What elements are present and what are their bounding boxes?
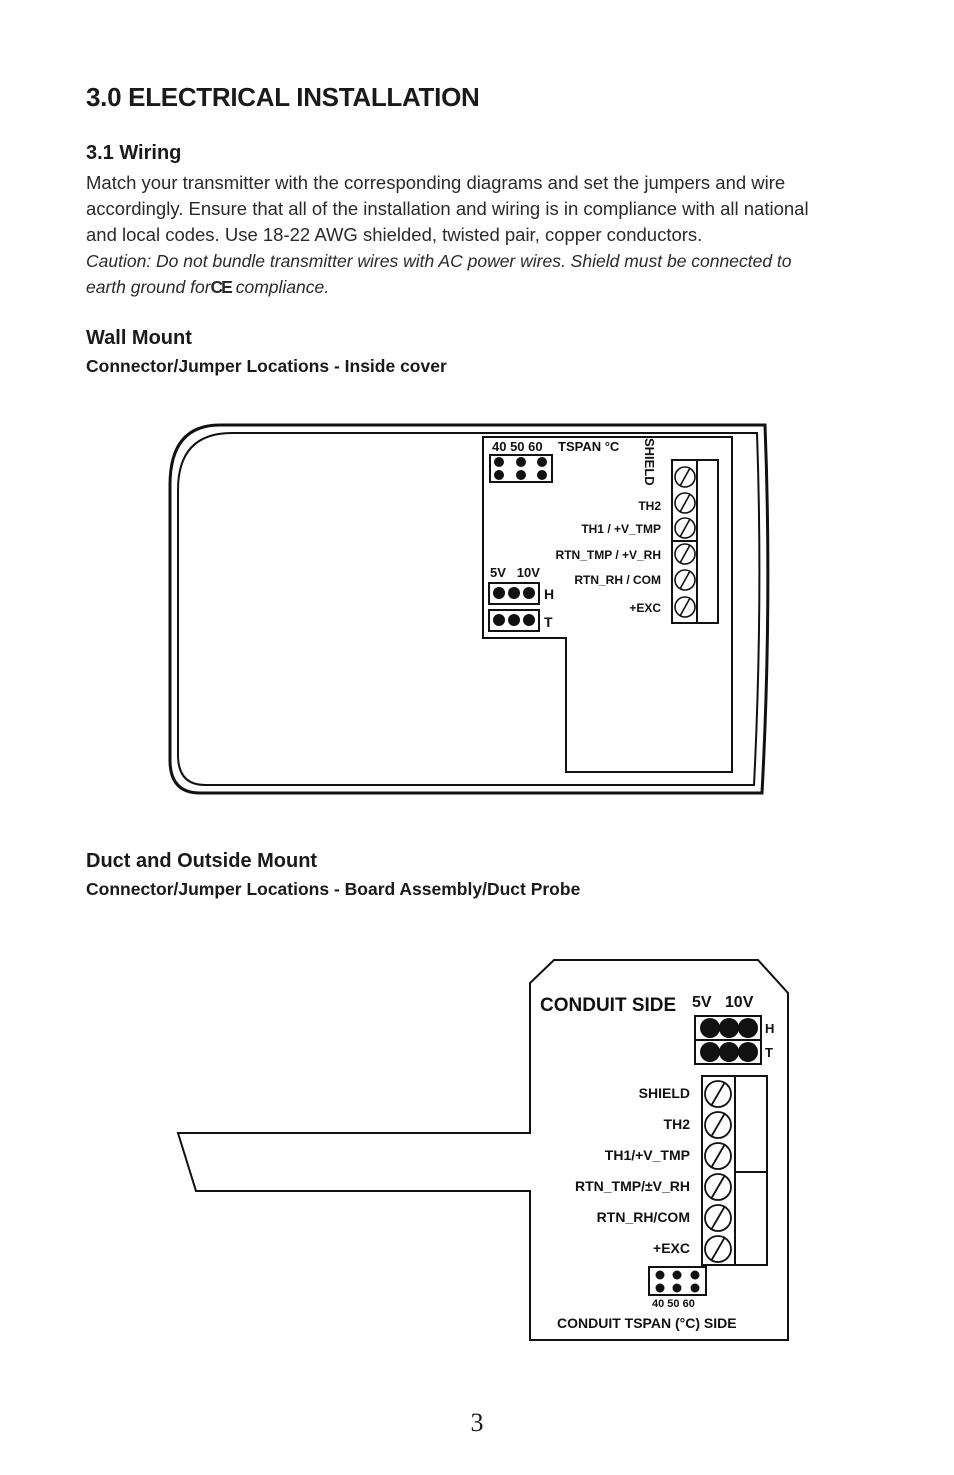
duct-terminal-label: TH1/+V_TMP [604, 1147, 690, 1163]
conduit-side-label: CONDUIT SIDE [540, 995, 677, 1016]
wall-terminal-label: RTN_TMP / +V_RH [555, 548, 661, 562]
wall-mount-title: Wall Mount [86, 327, 192, 349]
duct-voltage-labels: 5V 10V [692, 994, 754, 1011]
duct-mount-diagram [170, 955, 795, 1345]
wall-voltage-labels: 5V 10V [490, 565, 540, 580]
wall-terminal-label: TH2 [638, 499, 661, 513]
duct-tspan-digits: 40 50 60 [652, 1298, 695, 1310]
duct-terminal-label: RTN_TMP/±V_RH [574, 1178, 690, 1194]
caution-note [86, 248, 876, 300]
wiring-title: 3.1 Wiring [86, 142, 182, 164]
duct-mount-title: Duct and Outside Mount [86, 850, 318, 872]
duct-terminal-screws [705, 1081, 731, 1262]
duct-mount-subtitle: Connector/Jumper Locations - Board Assembly/Duct Probe [86, 879, 581, 899]
wall-terminal-label: RTN_RH / COM [574, 573, 661, 587]
duct-terminal-label: SHIELD [638, 1085, 690, 1101]
wall-tspan-label: TSPAN °C [558, 439, 620, 454]
wall-h-label: H [544, 586, 555, 602]
wiring-line: Match your transmitter with the corresponding diagrams and set the jumpers and wire [86, 172, 786, 193]
wall-mount-diagram [160, 415, 790, 810]
page-heading: 3.0 ELECTRICAL INSTALLATION [86, 82, 480, 112]
wall-t-label: T [544, 614, 553, 630]
page-number: 3 [470, 1408, 484, 1437]
duct-terminal-label: RTN_RH/COM [596, 1209, 690, 1225]
ce-mark: CE [210, 277, 231, 297]
wall-shield-label: SHIELD [642, 438, 657, 486]
wiring-paragraph [86, 170, 876, 248]
wall-terminal-label: TH1 / +V_TMP [581, 522, 661, 536]
duct-t-label: T [765, 1045, 773, 1060]
wiring-line: and local codes. Use 18-22 AWG shielded, twisted pair, copper conductors. [86, 224, 703, 245]
wall-tspan-digits: 40 50 60 [492, 439, 543, 454]
duct-terminal-label: +EXC [653, 1240, 690, 1256]
caution-line: earth ground forCE compliance. [86, 277, 330, 297]
caution-line: Caution: Do not bundle transmitter wires with AC power wires. Shield must be connected to [86, 251, 792, 271]
duct-terminal-label: TH2 [663, 1116, 690, 1132]
wall-mount-subtitle: Connector/Jumper Locations - Inside cover [86, 356, 447, 376]
duct-tspan-side-label: CONDUIT TSPAN (°C) SIDE [557, 1315, 737, 1331]
wiring-line: accordingly. Ensure that all of the installation and wiring is in compliance with all national [86, 198, 809, 219]
duct-h-label: H [765, 1021, 775, 1036]
wall-tspan-pins [494, 457, 547, 480]
wall-terminal-label: +EXC [629, 601, 661, 615]
